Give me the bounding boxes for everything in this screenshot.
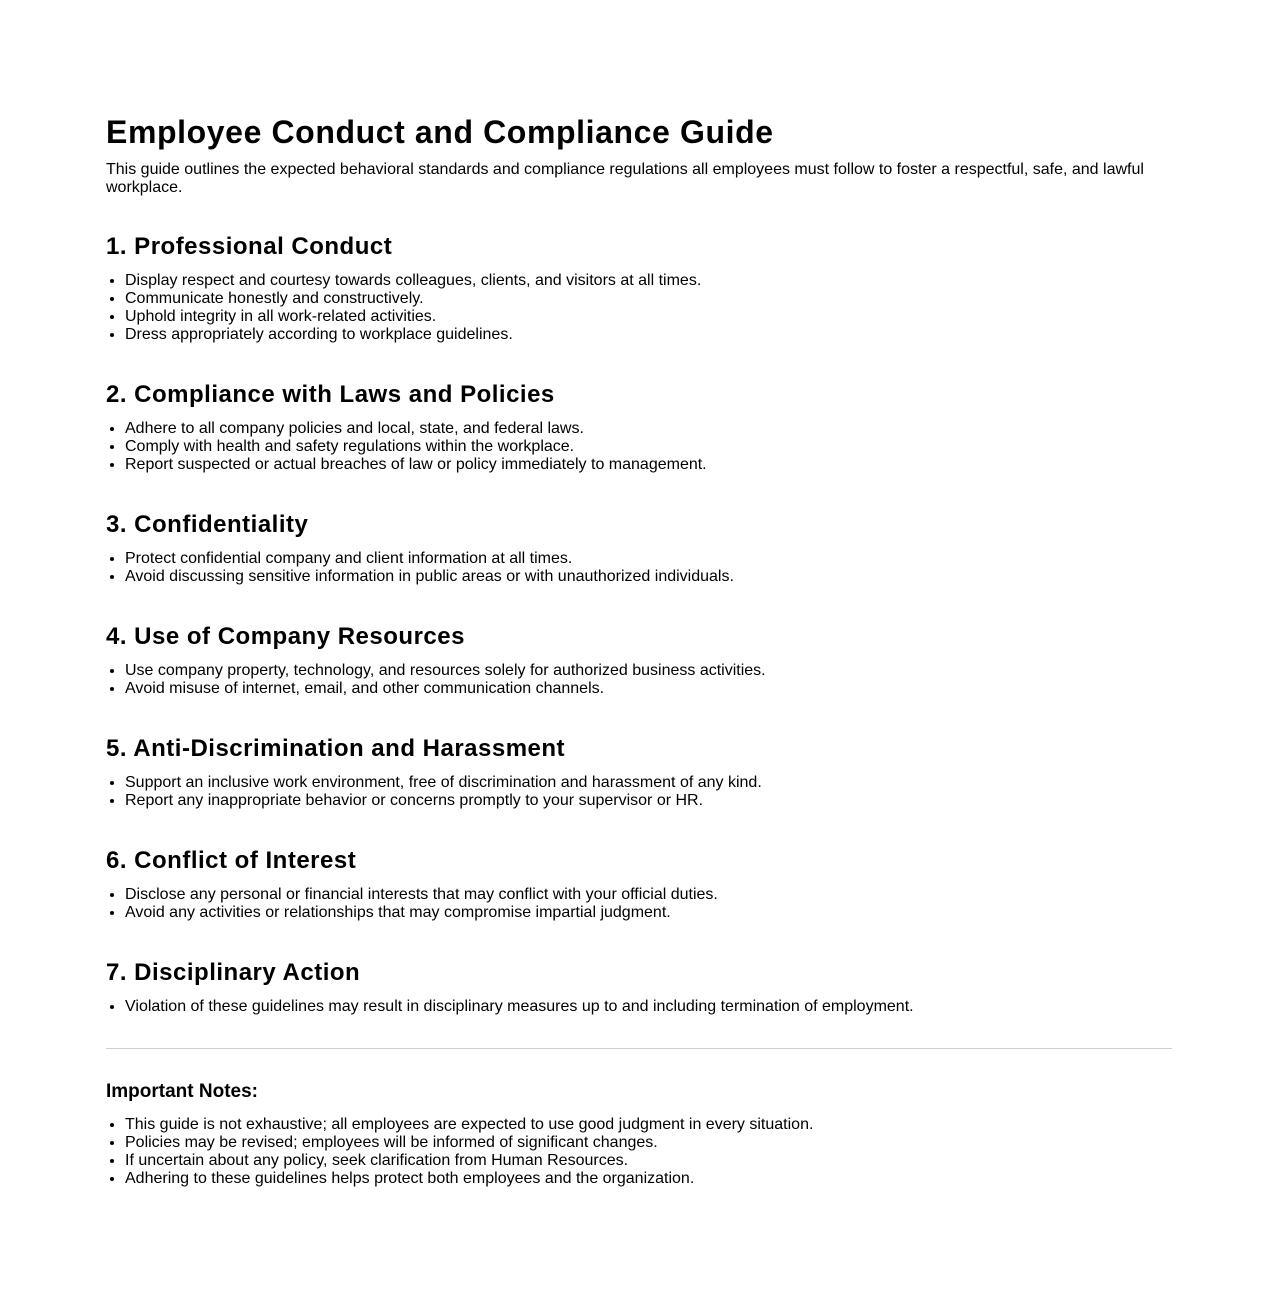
list-item: • Communicate honestly and constructively. <box>125 290 1172 308</box>
bullet-list <box>106 272 1172 344</box>
list-item: • Protect confidential company and client information at all times. <box>125 550 1172 568</box>
list-item: • Violation of these guidelines may result in disciplinary measures up to and including termination of employment. <box>125 998 1172 1016</box>
list-item: • Report suspected or actual breaches of law or policy immediately to management. <box>125 456 1172 474</box>
notes-heading: Important Notes: <box>106 1081 258 1102</box>
section-heading: 7. Disciplinary Action <box>106 959 361 986</box>
section-conflict-of-interest <box>106 847 1172 922</box>
list-item: • Dress appropriately according to workplace guidelines. <box>125 326 1172 344</box>
list-item: • Comply with health and safety regulations within the workplace. <box>125 438 1172 456</box>
section-compliance <box>106 381 1172 474</box>
page-title: Employee Conduct and Compliance Guide <box>106 114 774 150</box>
list-item: • Adhere to all company policies and local, state, and federal laws. <box>125 420 1172 438</box>
section-heading: 5. Anti-Discrimination and Harassment <box>106 735 566 762</box>
section-heading: 6. Conflict of Interest <box>106 847 357 874</box>
list-item: • Uphold integrity in all work-related activities. <box>125 308 1172 326</box>
notes-list <box>106 1116 1172 1188</box>
list-item: • Disclose any personal or financial interests that may conflict with your official duties. <box>125 886 1172 904</box>
list-item: • This guide is not exhaustive; all employees are expected to use good judgment in every situation. <box>125 1116 1172 1134</box>
section-heading: 2. Compliance with Laws and Policies <box>106 381 555 408</box>
section-heading: 4. Use of Company Resources <box>106 623 465 650</box>
bullet-list <box>106 774 1172 810</box>
section-anti-discrimination <box>106 735 1172 810</box>
section-company-resources <box>106 623 1172 698</box>
list-item: • Support an inclusive work environment, free of discrimination and harassment of any kind. <box>125 774 1172 792</box>
section-disciplinary-action <box>106 959 1172 1016</box>
section-heading: 3. Confidentiality <box>106 511 309 538</box>
bullet-list <box>106 550 1172 586</box>
list-item: • Avoid any activities or relationships that may compromise impartial judgment. <box>125 904 1172 922</box>
list-item: • Use company property, technology, and resources solely for authorized business activities. <box>125 662 1172 680</box>
list-item: • Adhering to these guidelines helps protect both employees and the organization. <box>125 1170 1172 1188</box>
list-item: • Avoid discussing sensitive information in public areas or with unauthorized individuals. <box>125 568 1172 586</box>
intro-paragraph: This guide outlines the expected behavioral standards and compliance regulations all employees must follow to foster a respectful, safe, and lawful workplace. <box>106 161 1144 196</box>
divider <box>106 1048 1172 1049</box>
bullet-list <box>106 998 1172 1016</box>
bullet-list <box>106 420 1172 474</box>
bullet-list <box>106 886 1172 922</box>
list-item: • Policies may be revised; employees will be informed of significant changes. <box>125 1134 1172 1152</box>
list-item: • Avoid misuse of internet, email, and other communication channels. <box>125 680 1172 698</box>
important-notes <box>106 1081 1172 1188</box>
list-item: • Display respect and courtesy towards colleagues, clients, and visitors at all times. <box>125 272 1172 290</box>
list-item: • Report any inappropriate behavior or concerns promptly to your supervisor or HR. <box>125 792 1172 810</box>
section-confidentiality <box>106 511 1172 586</box>
bullet-list <box>106 662 1172 698</box>
list-item: • If uncertain about any policy, seek clarification from Human Resources. <box>125 1152 1172 1170</box>
section-heading: 1. Professional Conduct <box>106 233 393 260</box>
section-professional-conduct <box>106 233 1172 344</box>
